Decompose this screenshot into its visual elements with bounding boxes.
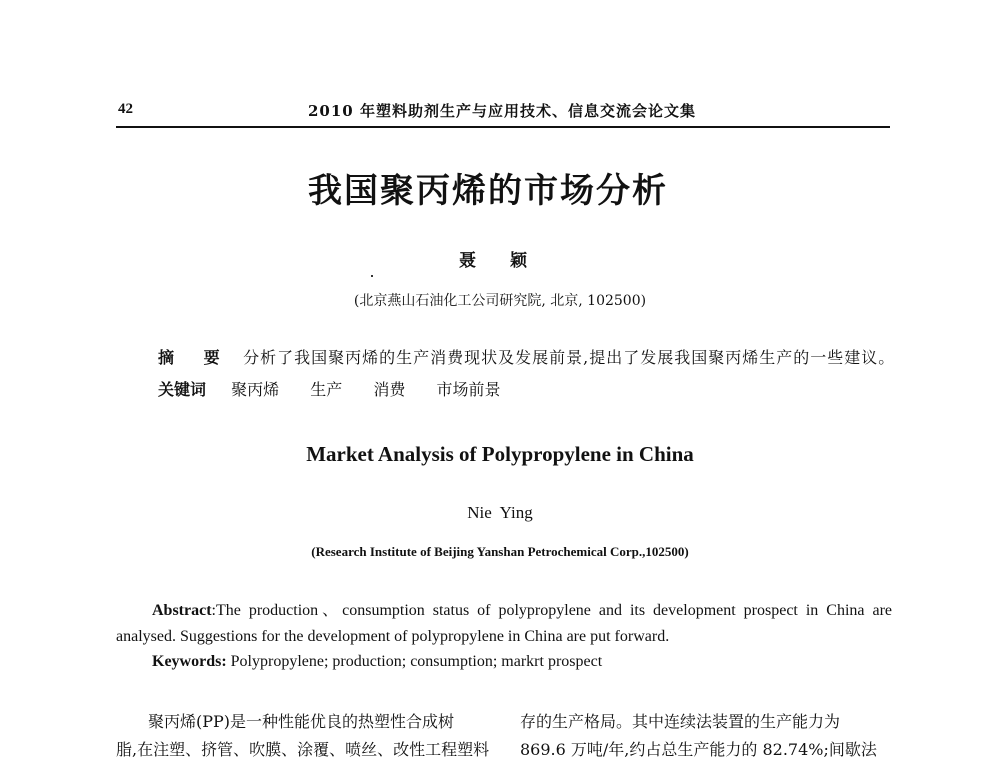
chinese-affiliation: (北京燕山石油化工公司研究院, 北京, 102500) xyxy=(353,293,647,309)
body-column-left xyxy=(116,708,488,764)
body-column-right xyxy=(520,708,892,764)
english-title: Market Analysis of Polypropylene in China xyxy=(306,442,694,466)
chinese-keywords xyxy=(158,377,526,400)
chinese-keyword: 消费 xyxy=(373,380,406,399)
english-abstract-label: Abstract xyxy=(152,602,212,619)
body-text-line: 869.6 万吨/年,约占总生产能力的 82.74%;间歇法 xyxy=(520,740,877,759)
chinese-keyword: 生产 xyxy=(310,380,343,399)
english-abstract xyxy=(116,598,892,650)
body-text-line: 存的生产格局。其中连续法装置的生产能力为 xyxy=(520,712,841,731)
chinese-keywords-label: 关键词 xyxy=(158,380,207,399)
chinese-abstract-text: 分析了我国聚丙烯的生产消费现状及发展前景,提出了发展我国聚丙烯生产的一些建议。 xyxy=(243,348,896,367)
chinese-keyword: 市场前景 xyxy=(436,380,501,399)
english-keywords-text: Polypropylene; production; consumption; markrt prospect xyxy=(226,653,603,670)
running-header: 2010 年塑料助剂生产与应用技术、信息交流会论文集 xyxy=(308,102,696,120)
english-abstract-text: :The production、consumption status of polypropylene and its development prospect in China are analysed. Suggestions for the development of polypropylene in China are put forward. xyxy=(116,602,892,645)
english-affiliation: (Research Institute of Beijing Yanshan Petrochemical Corp.,102500) xyxy=(311,544,689,559)
chinese-abstract-label: 摘 要 xyxy=(158,348,232,367)
chinese-abstract xyxy=(158,345,895,368)
english-keywords-label: Keywords: xyxy=(152,653,227,670)
body-text-line: 聚丙烯(PP)是一种性能优良的热塑性合成树 xyxy=(148,712,455,731)
english-author: Nie Ying xyxy=(467,503,533,522)
chinese-author: 聂 颖 xyxy=(459,251,541,271)
chinese-title: 我国聚丙烯的市场分析 xyxy=(308,171,668,211)
stray-dot xyxy=(371,275,373,277)
page-number: 42 xyxy=(118,101,133,117)
chinese-keyword: 聚丙烯 xyxy=(231,380,280,399)
header-rule xyxy=(116,126,890,128)
body-text-line: 脂,在注塑、挤管、吹膜、涂覆、喷丝、改性工程塑料 xyxy=(116,740,490,759)
english-keywords xyxy=(152,653,602,671)
